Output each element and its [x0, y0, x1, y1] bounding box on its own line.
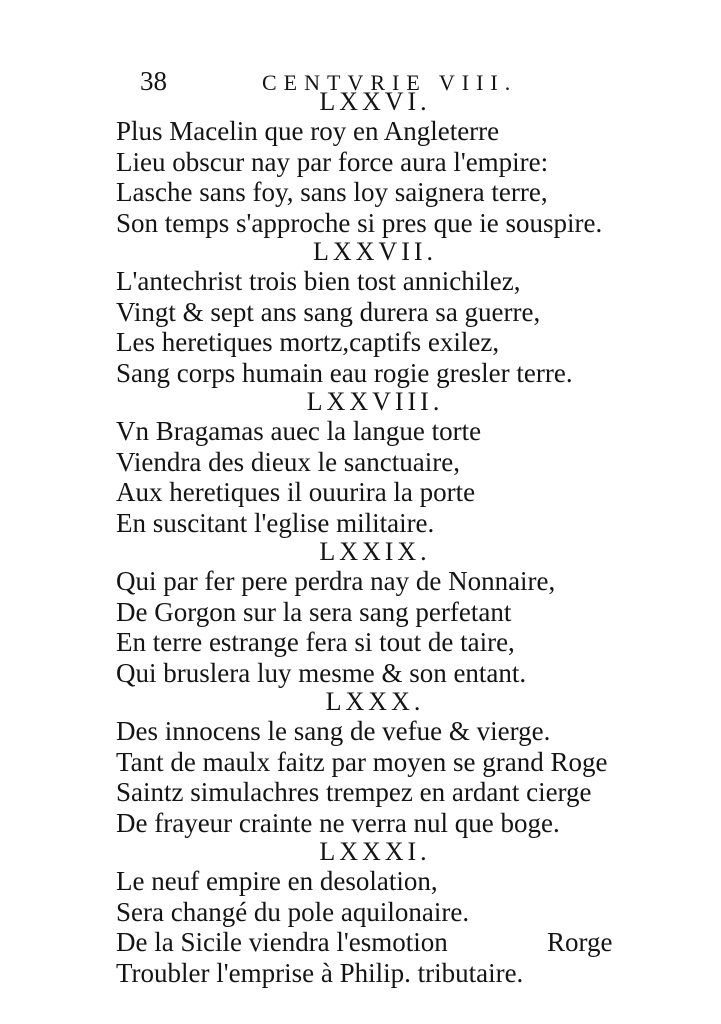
verse-line: Son temps s'approche si pres que ie souspire.: [116, 207, 603, 238]
verse-line: Saintz simulachres trempez en ardant cierge: [116, 777, 592, 807]
verse-line: Sera changé du pole aquilonaire.: [116, 896, 470, 927]
verse-line: Le neuf empire en desolation,: [116, 866, 438, 896]
quatrain: [116, 538, 636, 688]
verse-line: Plus Macelin que roy en Angleterre: [116, 116, 500, 146]
quatrain: [116, 238, 636, 388]
quatrain-number: LXXX.: [325, 687, 425, 716]
verse-line: Sang corps humain eau rogie gresler terre.: [116, 357, 573, 388]
verse-line: Troubler l'emprise à Philip. tributaire.: [116, 957, 524, 988]
quatrain-number: LXXXI.: [319, 837, 431, 866]
quatrain: [116, 838, 636, 988]
catchword: Rorge: [547, 927, 613, 957]
quatrain: [116, 388, 636, 538]
running-head: CENTVRIE VIII.: [262, 70, 518, 95]
verse-line: Lasche sans foy, sans loy saignera terre,: [116, 177, 548, 207]
verse-line: En suscitant l'eglise militaire.: [116, 507, 435, 538]
verse-line: Vn Bragamas auec la langue torte: [116, 416, 482, 446]
verse-line: En terre estrange fera si tout de taire,: [116, 627, 515, 657]
verse-line: Aux heretiques il ouurira la porte: [116, 477, 476, 507]
verse-line: Qui bruslera luy mesme & son entant.: [116, 657, 527, 688]
page-number: 38: [140, 66, 167, 96]
verse-line: De la Sicile viendra l'esmotion: [116, 927, 448, 957]
quatrain-number: LXXVI.: [319, 87, 431, 116]
quatrain-number: LXXVIII.: [306, 387, 444, 416]
verse-line: De frayeur crainte ne verra nul que boge.: [116, 807, 560, 838]
quatrain-number: LXXIX.: [319, 537, 431, 566]
verse-line: Vingt & sept ans sang durera sa guerre,: [116, 296, 541, 327]
quatrain: [116, 88, 636, 238]
verse-line: Tant de maulx faitz par moyen se grand Roge: [116, 746, 608, 777]
verse-line: Des innocens le sang de vefue & vierge.: [116, 716, 551, 746]
verse-line: Viendra des dieux le sanctuaire,: [116, 446, 460, 477]
verse-line: Lieu obscur nay par force aura l'empire:: [116, 146, 549, 177]
verse-line: L'antechrist trois bien tost annichilez,: [116, 266, 521, 296]
verse-line: De Gorgon sur la sera sang perfetant: [116, 596, 512, 627]
verse-line: Qui par fer pere perdra nay de Nonnaire,: [116, 566, 556, 596]
verse-line: Les heretiques mortz,captifs exilez,: [116, 327, 500, 357]
quatrain-number: LXXVII.: [312, 237, 438, 266]
quatrain: [116, 688, 636, 838]
quatrain-list: [116, 88, 636, 988]
